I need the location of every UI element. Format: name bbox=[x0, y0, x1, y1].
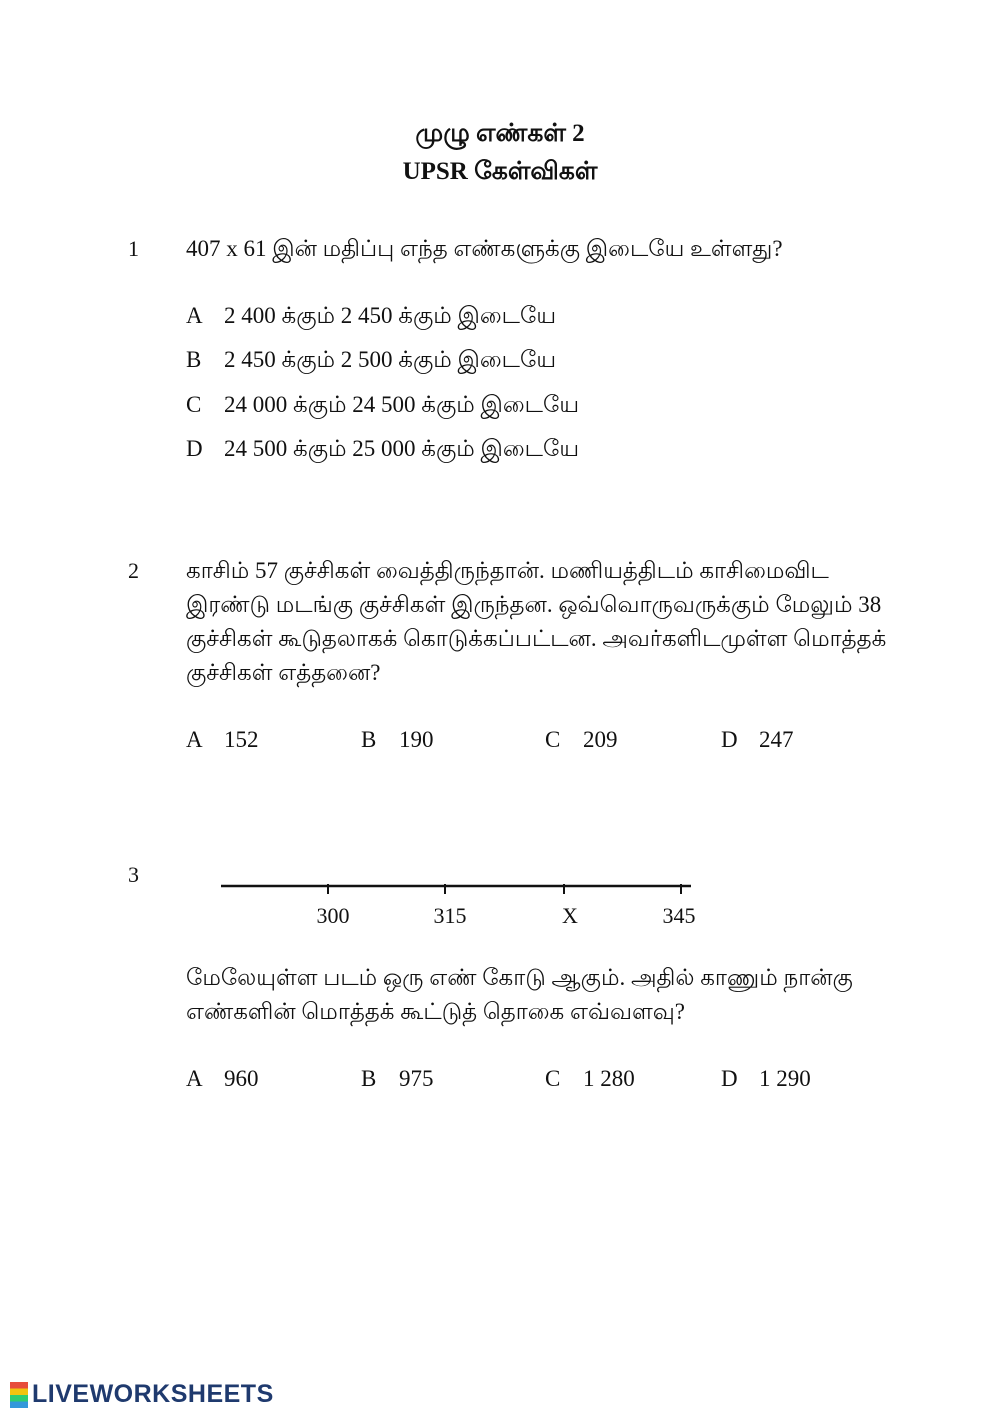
page-title: முழு எண்கள் 2 bbox=[415, 120, 585, 147]
option-letter: C bbox=[186, 392, 202, 417]
option-letter: C bbox=[545, 1066, 561, 1091]
question-3-number: 3 bbox=[128, 862, 139, 887]
option-letter: A bbox=[186, 303, 203, 328]
option-letter: C bbox=[545, 727, 561, 752]
question-2-line: காசிம் 57 குச்சிகள் வைத்திருந்தான். மணியத்திடம் காசிமைவிட bbox=[186, 558, 829, 583]
option-text: 247 bbox=[759, 727, 794, 752]
option-text: 24 000 க்கும் 24 500 க்கும் இடையே bbox=[224, 392, 580, 417]
footer-brand: LIVEWORKSHEETS bbox=[32, 1380, 274, 1408]
q3-option-a[interactable] bbox=[186, 1066, 259, 1092]
page-subtitle: UPSR கேள்விகள் bbox=[402, 158, 598, 185]
number-line-label: 300 bbox=[316, 903, 350, 928]
option-letter: A bbox=[186, 727, 203, 752]
option-letter: B bbox=[361, 1066, 377, 1091]
question-2-number: 2 bbox=[128, 558, 139, 583]
option-letter: D bbox=[186, 436, 203, 461]
question-2-line: குச்சிகள் கூடுதலாகக் கொடுக்கப்பட்டன. அவர்களிடமுள்ள மொத்தக் bbox=[186, 626, 887, 651]
question-2-line: குச்சிகள் எத்தனை? bbox=[186, 660, 381, 685]
liveworksheets-logo-icon bbox=[10, 1382, 28, 1408]
q3-option-b[interactable] bbox=[361, 1066, 434, 1092]
option-text: 209 bbox=[583, 727, 618, 752]
option-text: 2 450 க்கும் 2 500 க்கும் இடையே bbox=[224, 347, 557, 372]
footer-logo[interactable] bbox=[10, 1380, 274, 1409]
question-1-number: 1 bbox=[128, 236, 139, 261]
option-text: 2 400 க்கும் 2 450 க்கும் இடையே bbox=[224, 303, 557, 328]
option-text: 24 500 க்கும் 25 000 க்கும் இடையே bbox=[224, 436, 580, 461]
option-letter: A bbox=[186, 1066, 203, 1091]
option-text: 190 bbox=[399, 727, 434, 752]
option-letter: D bbox=[721, 1066, 738, 1091]
option-text: 975 bbox=[399, 1066, 434, 1091]
question-3-line: எண்களின் மொத்தக் கூட்டுத் தொகை எவ்வளவு? bbox=[186, 999, 685, 1024]
option-text: 960 bbox=[224, 1066, 259, 1091]
option-letter: B bbox=[361, 727, 377, 752]
question-1-text: 407 x 61 இன் மதிப்பு எந்த எண்களுக்கு இடையே உள்ளது? bbox=[186, 236, 783, 261]
option-letter: D bbox=[721, 727, 738, 752]
option-text: 1 290 bbox=[759, 1066, 811, 1091]
option-letter: B bbox=[186, 347, 202, 372]
q3-option-c[interactable] bbox=[545, 1066, 635, 1092]
question-2-line: இரண்டு மடங்கு குச்சிகள் இருந்தன. ஒவ்வொருவருக்கும் மேலும் 38 bbox=[186, 592, 882, 617]
number-line-label: 345 bbox=[662, 903, 696, 928]
number-line-label: X bbox=[562, 903, 578, 928]
question-3-line: மேலேயுள்ள படம் ஒரு எண் கோடு ஆகும். அதில் காணும் நான்கு bbox=[186, 965, 853, 990]
option-text: 1 280 bbox=[583, 1066, 635, 1091]
q3-option-d[interactable] bbox=[721, 1066, 811, 1092]
number-line-label: 315 bbox=[433, 903, 467, 928]
option-text: 152 bbox=[224, 727, 259, 752]
